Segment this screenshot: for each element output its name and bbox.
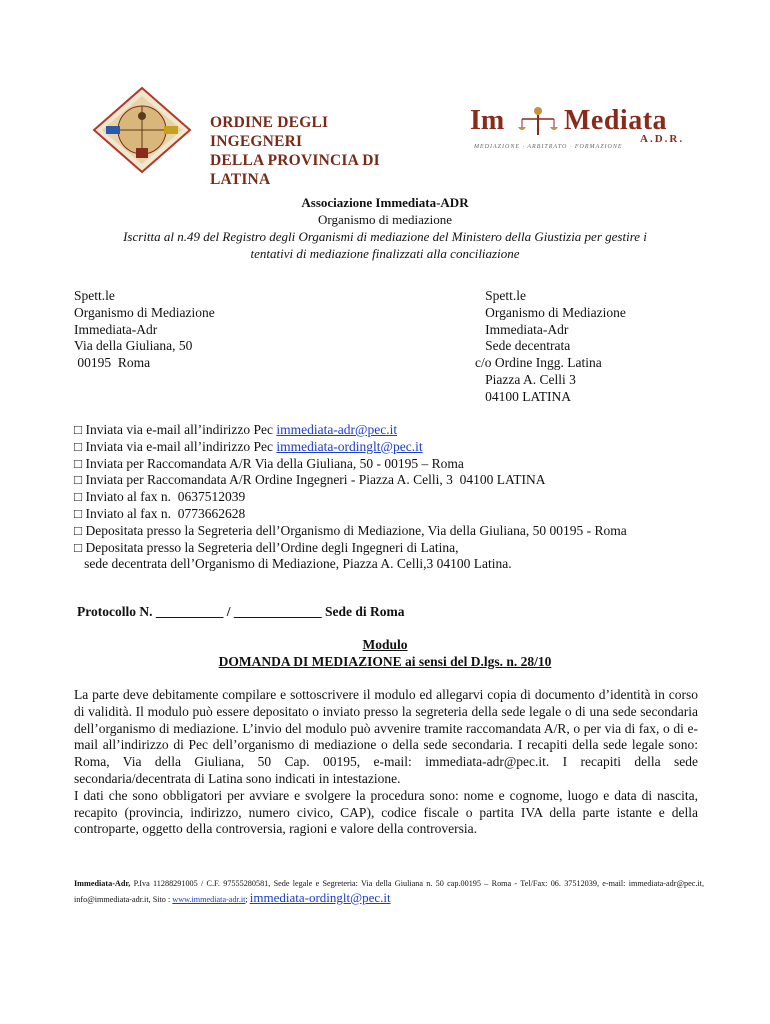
checklist-item-continuation: sede decentrata dell’Organismo di Mediazione, Piazza A. Celli,3 04100 Latina. — [74, 556, 512, 572]
footer-pec-link[interactable]: immediata-ordinglt@pec.it — [249, 890, 391, 905]
footer-org: Immediata-Adr, — [74, 879, 131, 888]
address-right-line: Spett.le — [475, 288, 526, 303]
logo-tagline: MEDIAZIONE · ARBITRATO · FORMAZIONE — [474, 144, 623, 150]
logo-adr: A.D.R. — [640, 133, 685, 145]
engineers-seal-logo — [92, 86, 192, 174]
order-engineers-name — [210, 113, 390, 189]
checklist-item[interactable]: □ Inviata per Raccomandata A/R Via della Giuliana, 50 - 00195 – Roma — [74, 455, 464, 471]
checklist-item[interactable]: □ Depositata presso la Segreteria dell’Organismo di Mediazione, Via della Giuliana, 50 00195 - Roma — [74, 522, 627, 538]
address-right-line: Piazza A. Celli 3 — [475, 371, 576, 387]
registry-line-1: Iscritta al n.49 del Registro degli Organismi di mediazione del Ministero della Giustizia per gestire i — [123, 229, 647, 244]
checklist-item[interactable]: □ Inviato al fax n. 0773662628 — [74, 505, 246, 521]
order-line-1: ORDINE DEGLI INGEGNERI — [210, 114, 329, 150]
website-link[interactable]: www.immediata-adr.it — [172, 895, 246, 904]
address-left — [74, 288, 215, 372]
form-title-line-1: Modulo — [362, 637, 408, 652]
address-right-line: Organismo di Mediazione — [475, 304, 626, 320]
association-name: Associazione Immediata-ADR — [301, 195, 469, 210]
checklist-item[interactable]: □ Inviata per Raccomandata A/R Ordine Ingegneri - Piazza A. Celli, 3 04100 LATINA — [74, 472, 546, 488]
address-left-line: Organismo di Mediazione — [74, 304, 215, 320]
pec-link-latina[interactable]: immediata-ordinglt@pec.it — [276, 438, 423, 454]
address-right-line: 04100 LATINA — [475, 388, 571, 404]
protocol-number-field[interactable]: Protocollo N. __________ / _____________ Sede di Roma — [77, 604, 405, 619]
instructions-text — [74, 687, 698, 838]
checklist-item[interactable]: □ Inviata via e-mail all’indirizzo Pec immediata-ordinglt@pec.it — [74, 438, 423, 454]
checklist-item[interactable]: □ Inviato al fax n. 0637512039 — [74, 489, 246, 505]
logo-mediata: Mediata — [564, 105, 668, 136]
justice-figure-icon — [514, 105, 562, 139]
form-title-line-2: DOMANDA DI MEDIAZIONE ai sensi del D.lgs. n. 28/10 — [218, 654, 552, 669]
organism-subtitle: Organismo di mediazione — [317, 212, 453, 227]
checklist-item[interactable]: □ Depositata presso la Segreteria dell’Ordine degli Ingegneri di Latina, — [74, 539, 459, 555]
logo-im: Im — [470, 105, 505, 136]
instructions-paragraph-2: I dati che sono obbligatori per avviare e svolgere la procedura sono: nome e cognome, luogo e data di nascita, recapito (provincia, indirizzo, numero civico, CAP), codice fiscale o partita IVA della parte istante e della controparte, oggetto della controversia, ragioni e valore della controversia. — [74, 787, 698, 837]
address-right — [475, 288, 626, 406]
address-right-line: Sede decentrata — [475, 338, 571, 354]
address-left-line: Spett.le — [74, 288, 115, 303]
address-left-line: Via della Giuliana, 50 — [74, 338, 193, 354]
immediata-logo — [470, 105, 700, 155]
order-line-2: DELLA PROVINCIA DI LATINA — [210, 152, 380, 188]
form-title — [60, 636, 710, 670]
address-right-line: Immediata-Adr — [475, 321, 569, 337]
address-left-line: 00195 Roma — [74, 355, 151, 371]
footer-text: P.Iva 11288291005 / C.F. 97555280581, Sede legale e Segreteria: Via della Giuliana n. 50 cap.00195 – Roma - Tel/Fax: 06. 37512039, e-mail: immediata-adr@pec.it, info@immediata-adr.it, Sito : — [74, 879, 704, 904]
instructions-paragraph-1: La parte deve debitamente compilare e sottoscrivere il modulo ed allegarvi copia di documento d’identità in corso di validità. Il modulo può essere depositato o inviato presso la segreteria della sede legale o di una sede secondaria dell’organismo di mediazione. L’invio del modulo può avvenire tramite raccomandata A/R, o per via di fax, o di e-mail all’indirizzo di Pec dell’organismo di mediazione o della sede secondaria. I recapiti della sede legale sono: Roma, Via della Giuliana, 50 Cap. 00195, e-mail: immediata-adr@pec.it. I recapiti della sede secondaria/decentrata di Latina sono indicati in intestazione. — [74, 687, 698, 786]
delivery-method-list — [74, 422, 714, 573]
registry-line-2: tentativi di mediazione finalizzati alla conciliazione — [250, 246, 520, 261]
checklist-item[interactable]: □ Inviata via e-mail all’indirizzo Pec immediata-adr@pec.it — [74, 422, 398, 437]
pec-link-roma[interactable]: immediata-adr@pec.it — [276, 422, 398, 437]
address-left-line: Immediata-Adr — [74, 321, 158, 337]
address-right-line: c/o Ordine Ingg. Latina — [475, 355, 602, 371]
footer: Immediata-Adr, P.Iva 11288291005 / C.F. 97555280581, Sede legale e Segreteria: Via della Giuliana n. 50 cap.00195 – Roma - Tel/Fax: 06. 37512039, e-mail: immediata-adr@pec.it, info@immediata-adr.it, Sito : www.immediata-adr.it; immediata-ordinglt@pec.it — [74, 879, 704, 905]
